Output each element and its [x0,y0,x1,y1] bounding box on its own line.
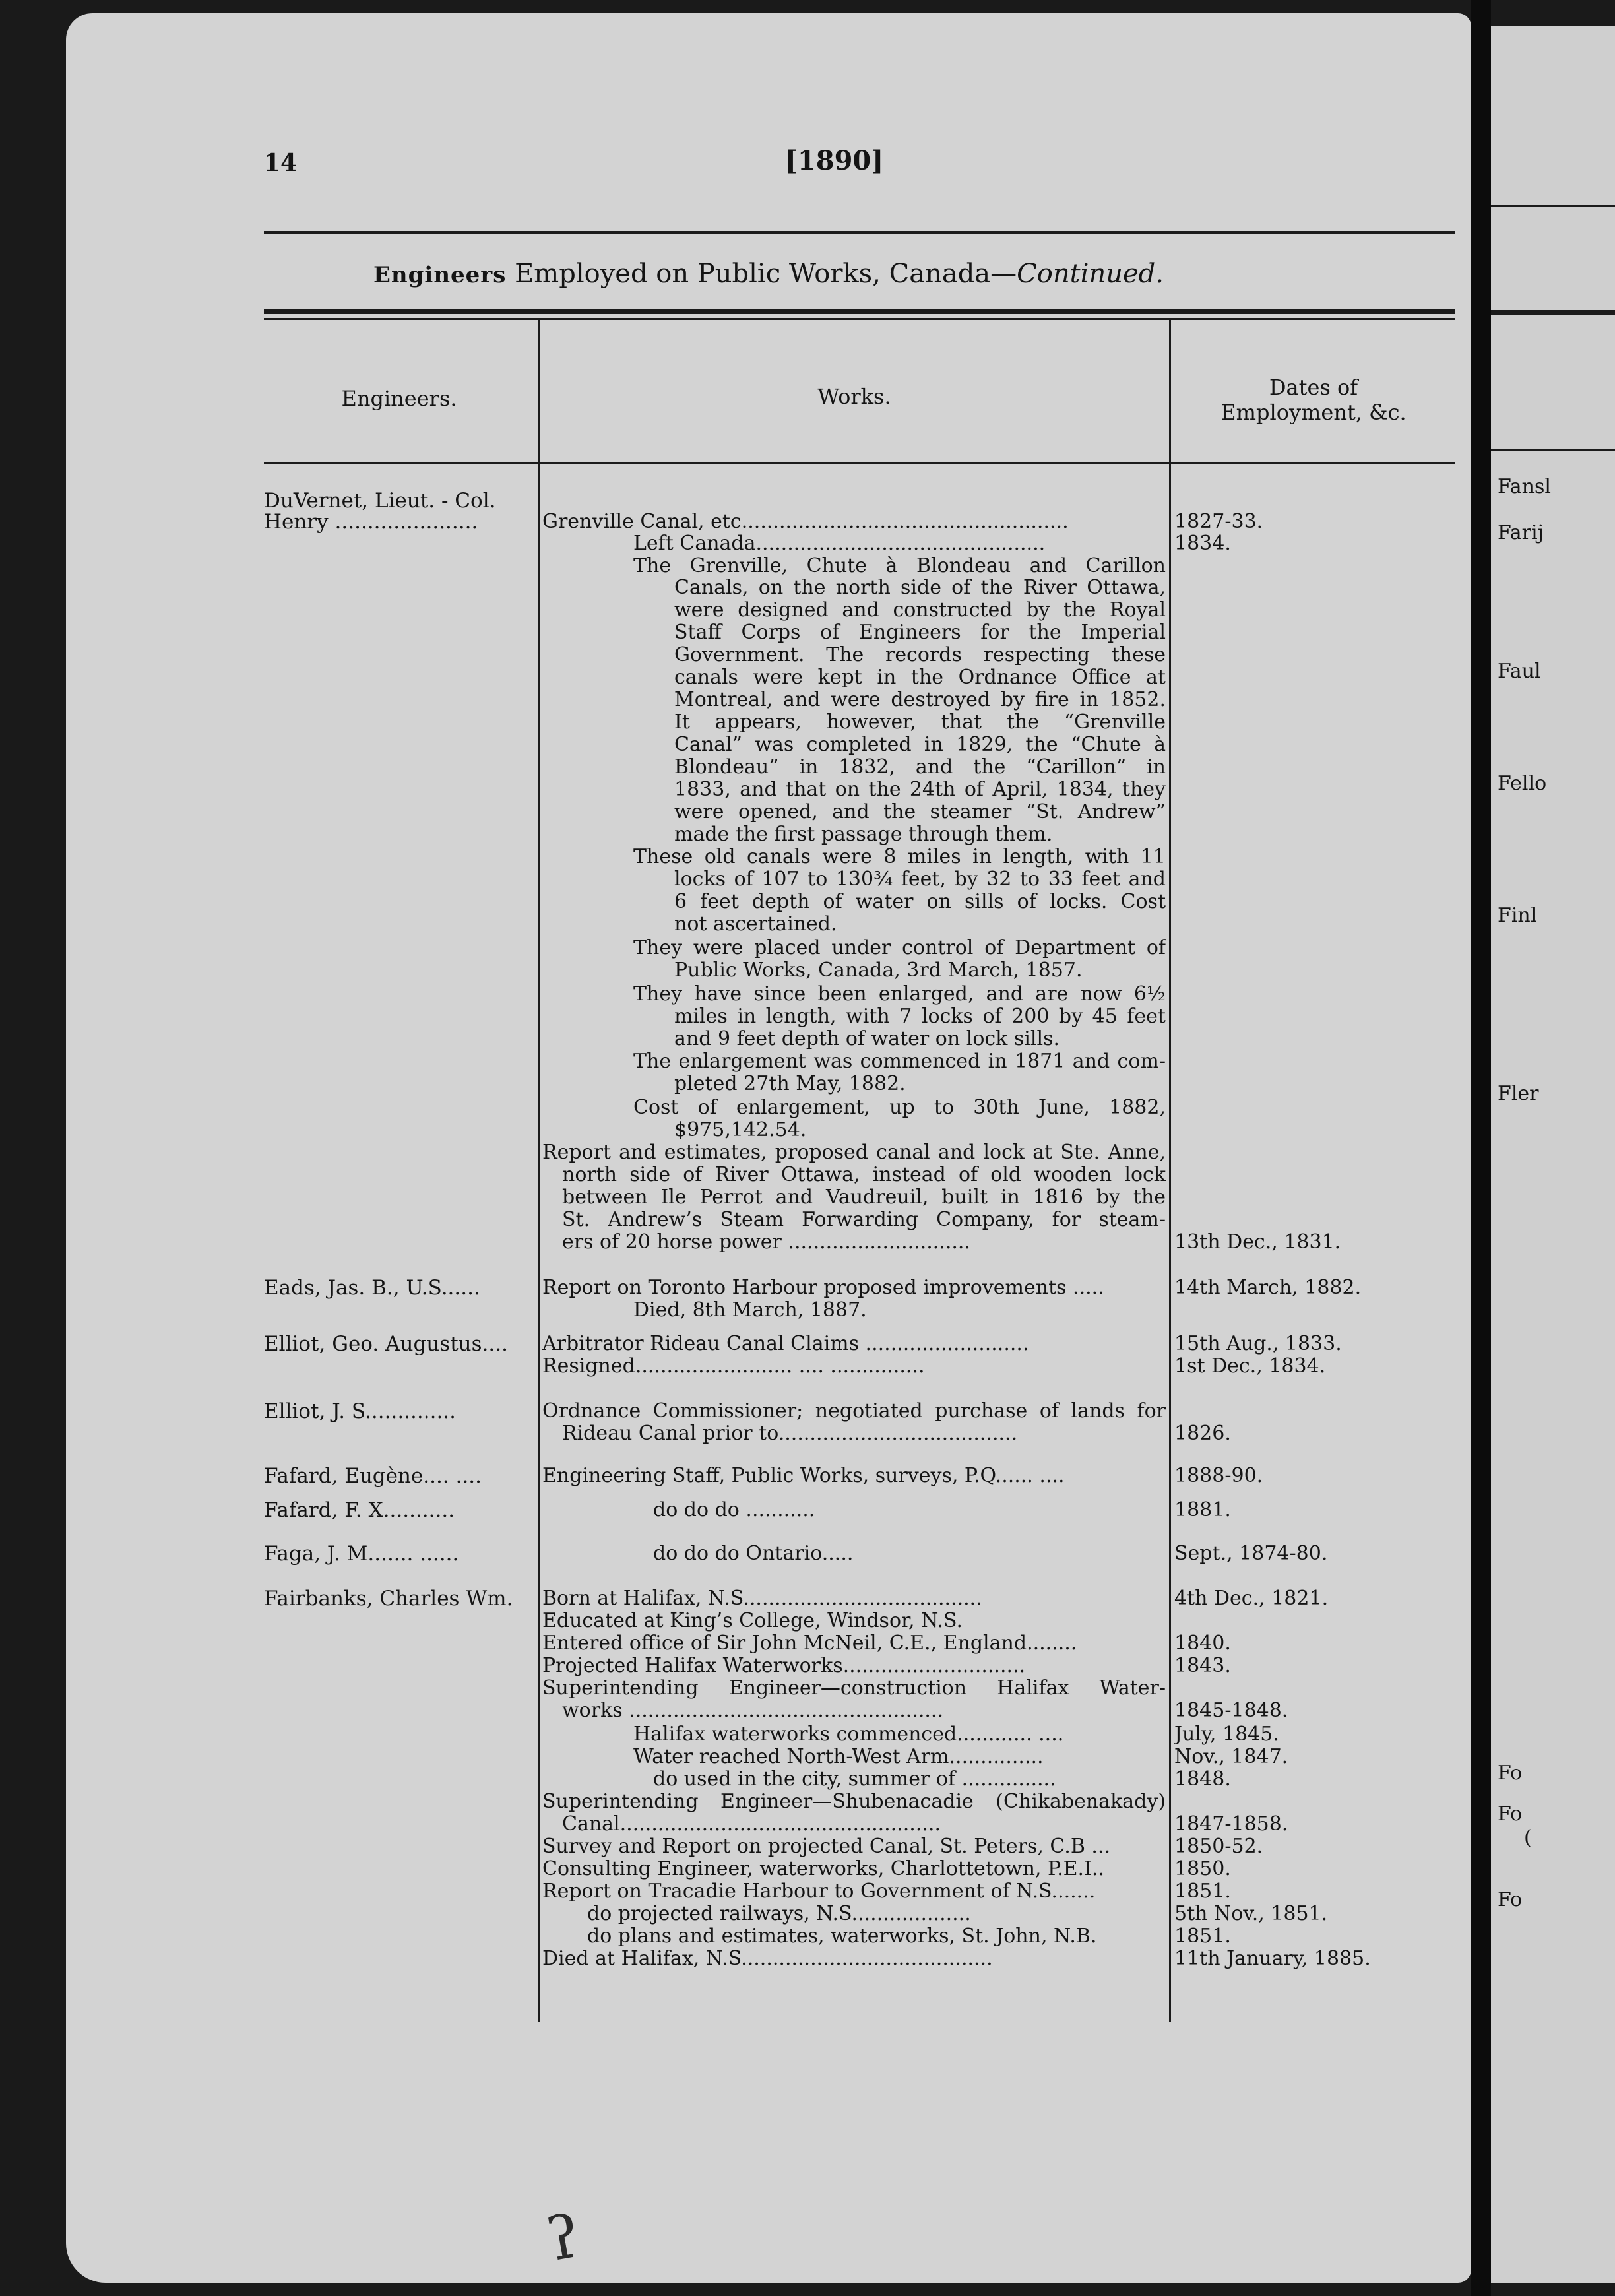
ink-mark: ʔ [542,2201,586,2276]
engineer-name: DuVernet, Lieut. - Col. [264,490,496,512]
employment-date: 1848. [1174,1768,1231,1791]
work-description: do plans and estimates, waterworks, St. John, N.B. [587,1925,1097,1948]
work-description: works .................................................. [562,1700,943,1722]
employment-date: July, 1845. [1174,1723,1279,1746]
engineer-name: Eads, Jas. B., U.S...... [264,1277,480,1299]
work-description: Water reached North-West Arm............... [633,1746,1044,1768]
header-dates [1172,375,1455,425]
work-description: Staff Corps of Engineers for the Imperial [674,622,1166,644]
work-description: Halifax waterworks commenced............ .... [633,1723,1064,1746]
work-description: were opened, and the steamer “St. Andrew” [674,801,1166,823]
facing-rule-top [1491,205,1615,207]
facing-page-fragment: Faul [1498,660,1541,683]
work-description: Born at Halifax, N.S...................................... [542,1587,982,1610]
table-title-continued: Continued. [1017,259,1164,289]
work-description: Superintending Engineer—construction Halifax Water- [542,1677,1166,1700]
work-description: Montreal, and were destroyed by fire in 1852. [674,689,1166,711]
work-description: Ordnance Commissioner; negotiated purchase of lands for [542,1400,1166,1422]
work-description: Blondeau” in 1832, and the “Carillon” in [674,756,1166,779]
facing-page-fragment: Fo [1498,1762,1523,1785]
engineer-name: Elliot, Geo. Augustus.... [264,1333,508,1355]
facing-page-fragment: Fler [1498,1082,1539,1105]
work-description: St. Andrew’s Steam Forwarding Company, for steam- [562,1209,1166,1231]
work-description: north side of River Ottawa, instead of old wooden lock [562,1164,1166,1186]
work-description: Consulting Engineer, waterworks, Charlottetown, P.E.I.. [542,1858,1104,1880]
work-description: It appears, however, that the “Grenville [674,711,1166,734]
work-description: These old canals were 8 miles in length, with 11 [633,846,1166,868]
work-description: 1833, and that on the 24th of April, 1834, they [674,779,1166,801]
work-description: canals were kept in the Ordnance Office at [674,666,1166,689]
employment-date: 1851. [1174,1925,1231,1948]
facing-page-fragment: ( [1524,1826,1532,1849]
header-rule [264,462,1455,464]
header-dates-line2: Employment, &c. [1220,400,1407,425]
work-description: do do do ........... [653,1499,815,1521]
facing-rule-header [1491,449,1615,451]
top-rule [264,231,1455,234]
table-title-middle: Employed on Public Works, Canada— [506,259,1017,289]
employment-date: 1st Dec., 1834. [1174,1355,1326,1378]
page [66,13,1471,2283]
engineer-name: Fairbanks, Charles Wm. [264,1587,513,1610]
page-number: 14 [264,149,298,177]
work-description: Entered office of Sir John McNeil, C.E., England........ [542,1632,1077,1655]
work-description: Cost of enlargement, up to 30th June, 1882, [633,1097,1166,1119]
work-description: Public Works, Canada, 3rd March, 1857. [674,959,1083,982]
work-description: Arbitrator Rideau Canal Claims .......................... [542,1333,1029,1355]
work-description: made the first passage through them. [674,823,1053,846]
work-description: Government. The records respecting these [674,644,1166,666]
engineer-name: Henry ...................... [264,511,478,533]
work-description: Grenville Canal, etc.................................................... [542,511,1069,533]
work-description: $975,142.54. [674,1119,807,1141]
work-description: ers of 20 horse power ............................. [562,1231,970,1254]
work-description: do do do Ontario..... [653,1543,854,1565]
work-description: not ascertained. [674,913,837,936]
work-description: Left Canada.............................................. [633,532,1046,555]
employment-date: 1845-1848. [1174,1700,1288,1722]
employment-date: Nov., 1847. [1174,1746,1288,1768]
employment-date: 1847-1858. [1174,1813,1288,1835]
employment-date: 1850-52. [1174,1835,1263,1858]
work-description: and 9 feet depth of water on lock sills. [674,1028,1060,1050]
engineer-name: Fafard, F. X........... [264,1499,455,1521]
employment-date: 15th Aug., 1833. [1174,1333,1342,1355]
title-rule-thick [264,309,1455,314]
facing-page-fragment: Farij [1498,521,1544,544]
work-description: were designed and constructed by the Royal [674,599,1166,622]
work-description: Canal” was completed in 1829, the “Chute à [674,734,1166,756]
engineer-name: Fafard, Eugène.... .... [264,1465,482,1487]
work-description: Superintending Engineer—Shubenacadie (Chikabenakady) [542,1791,1166,1813]
facing-page-fragment: Finl [1498,904,1537,927]
employment-date: 1888-90. [1174,1465,1263,1487]
work-description: They have since been enlarged, and are now 6½ [633,983,1166,1005]
work-description: Projected Halifax Waterworks............................. [542,1655,1026,1677]
work-description: Canals, on the north side of the River Ottawa, [674,577,1166,599]
employment-date: 1834. [1174,532,1231,555]
work-description: They were placed under control of Department of [633,937,1166,959]
work-description: Died at Halifax, N.S........................................ [542,1948,993,1970]
work-description: Rideau Canal prior to...................................... [562,1422,1018,1445]
header-dates-line1: Dates of [1269,375,1358,400]
facing-page-fragment: Fo [1498,1802,1523,1826]
employment-date: Sept., 1874-80. [1174,1543,1328,1565]
work-description: do projected railways, N.S................... [587,1903,971,1925]
work-description: pleted 27th May, 1882. [674,1073,906,1095]
employment-date: 1840. [1174,1632,1231,1655]
employment-date: 14th March, 1882. [1174,1277,1362,1299]
column-rule-left [538,320,540,2022]
facing-page-fragment: Fo [1498,1888,1523,1911]
work-description: 6 feet depth of water on sills of locks. Cost [674,891,1166,913]
year: [1890] [785,145,884,176]
facing-page-fragment: Fello [1498,772,1547,795]
employment-date: 4th Dec., 1821. [1174,1587,1329,1610]
employment-date: 5th Nov., 1851. [1174,1903,1328,1925]
employment-date: 13th Dec., 1831. [1174,1231,1341,1254]
header-engineers: Engineers. [341,386,457,411]
employment-date: 1851. [1174,1880,1231,1903]
title-rule-thin [264,318,1455,320]
work-description: Survey and Report on projected Canal, St. Peters, C.B ... [542,1835,1111,1858]
work-description: do used in the city, summer of ............... [653,1768,1056,1791]
table-title [66,259,1471,289]
engineer-name: Faga, J. M....... ...... [264,1543,459,1565]
employment-date: 1850. [1174,1858,1231,1880]
engineer-name: Elliot, J. S.............. [264,1400,457,1422]
work-description: Report on Toronto Harbour proposed improvements ..... [542,1277,1104,1299]
work-description: Died, 8th March, 1887. [633,1299,867,1322]
work-description: Report and estimates, proposed canal and lock at Ste. Anne, [542,1141,1166,1164]
employment-date: 1843. [1174,1655,1231,1677]
employment-date: 1826. [1174,1422,1231,1445]
work-description: The Grenville, Chute à Blondeau and Carillon [633,555,1166,577]
work-description: Report on Tracadie Harbour to Government of N.S....... [542,1880,1096,1903]
work-description: Resigned......................... .... ............... [542,1355,925,1378]
facing-page-fragment: Fansl [1498,475,1551,498]
book-gutter [1471,0,1491,2296]
employment-date: 1881. [1174,1499,1231,1521]
employment-date: 1827-33. [1174,511,1263,533]
header-works: Works. [817,384,891,409]
work-description: Educated at King’s College, Windsor, N.S. [542,1610,963,1632]
facing-rule-title [1491,310,1615,315]
employment-date: 11th January, 1885. [1174,1948,1371,1970]
facing-page-edge [1491,26,1615,2283]
table-title-lead: Engineers [373,262,507,288]
work-description: between Ile Perrot and Vaudreuil, built in 1816 by the [562,1186,1166,1209]
column-rule-right [1169,320,1171,2022]
work-description: locks of 107 to 130¾ feet, by 32 to 33 feet and [674,868,1166,891]
work-description: Canal................................................... [562,1813,941,1835]
work-description: Engineering Staff, Public Works, surveys, P.Q...... .... [542,1465,1065,1487]
work-description: The enlargement was commenced in 1871 and com- [633,1050,1166,1073]
work-description: miles in length, with 7 locks of 200 by 45 feet [674,1005,1166,1028]
